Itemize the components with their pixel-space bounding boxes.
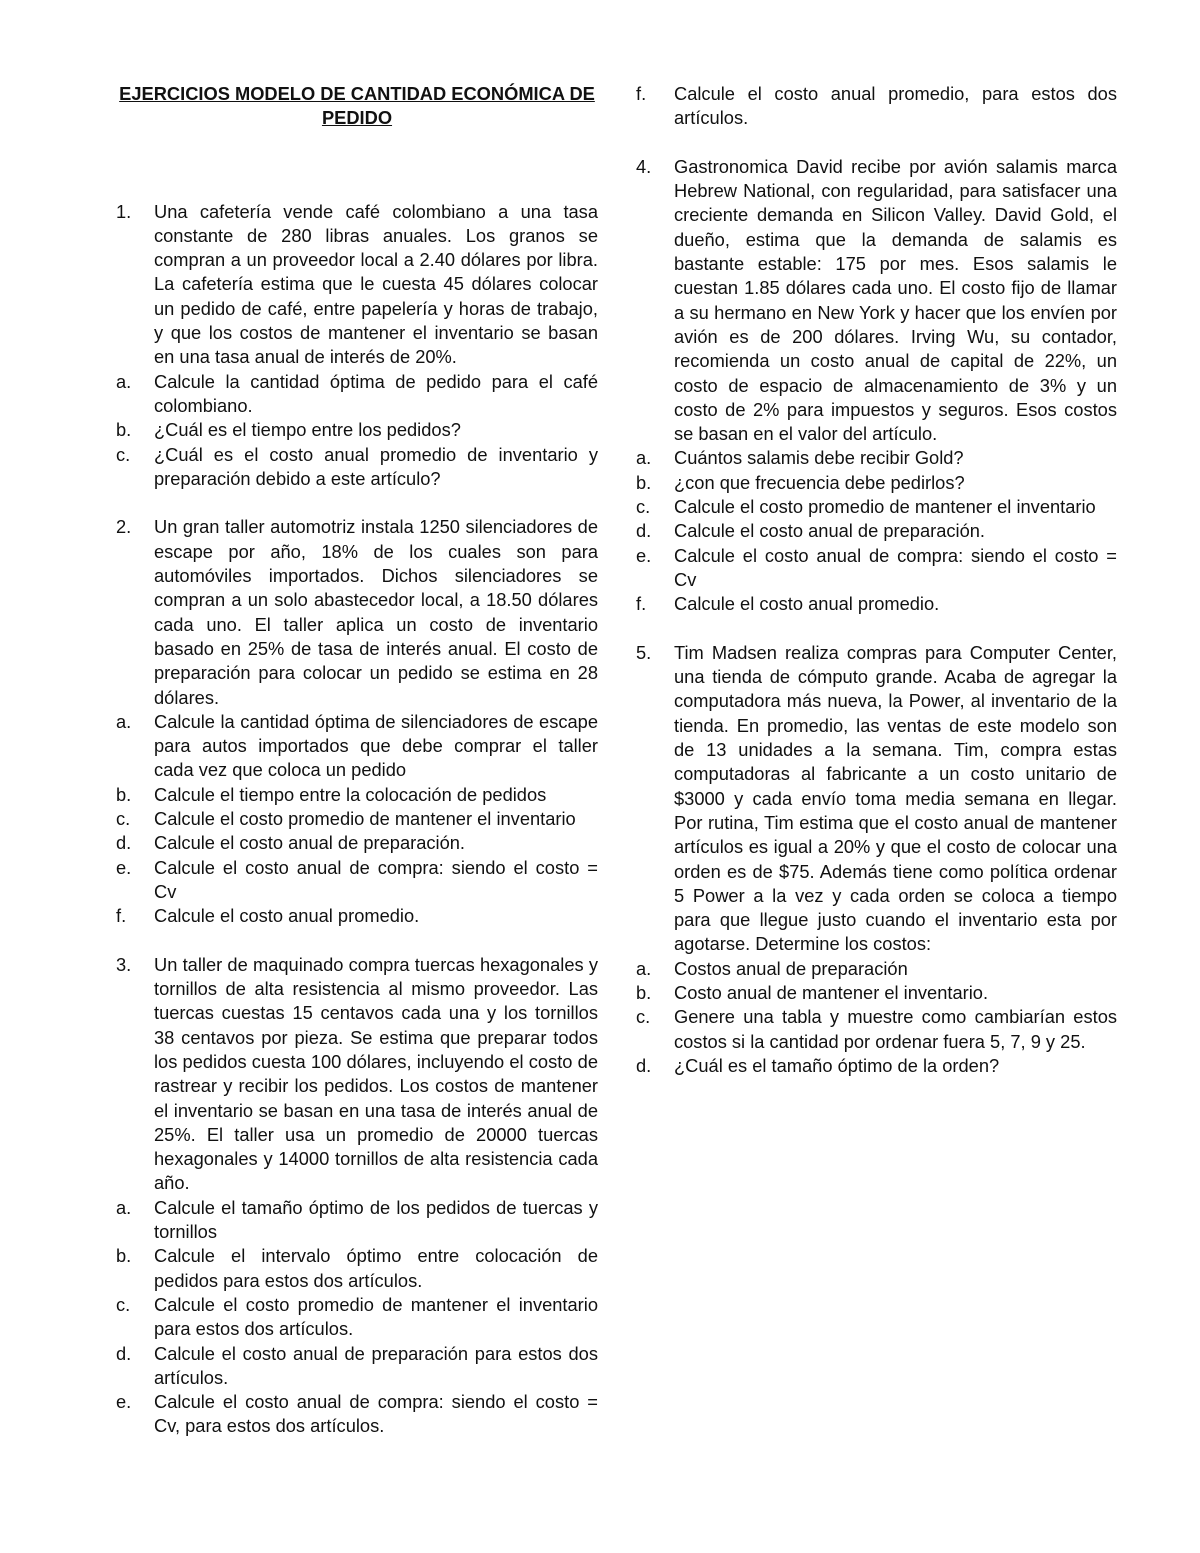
list-item-text: ¿Cuál es el tiempo entre los pedidos?	[154, 419, 461, 441]
left-column	[116, 82, 598, 1439]
document-title: EJERCICIOS MODELO DE CANTIDAD ECONÓMICA DE PEDIDO	[119, 83, 595, 129]
list-item-text: Calcule el costo promedio de mantener el inventario para estos dos artículos.	[154, 1293, 598, 1340]
exercise-1	[116, 200, 598, 370]
list-item-text: Cuántos salamis debe recibir Gold?	[674, 447, 964, 469]
list-item-text: ¿Cuál es el tamaño óptimo de la orden?	[674, 1054, 1000, 1076]
exercise-4-f	[636, 592, 1117, 616]
list-marker: d.	[636, 1054, 652, 1076]
exercise-5-a	[636, 957, 1117, 981]
exercise-4-a	[636, 446, 1117, 470]
list-marker: f.	[636, 83, 647, 104]
list-item-text: Calcule el costo anual de compra: siendo el costo = Cv	[154, 856, 598, 902]
exercise-1-a	[116, 370, 598, 419]
exercise-3-a	[116, 1196, 598, 1245]
list-item-text: Calcule el costo anual de compra: siendo el costo = Cv	[674, 544, 1117, 590]
exercise-3-b	[116, 1244, 598, 1293]
exercise-2-c	[116, 807, 598, 831]
list-marker: b.	[636, 981, 652, 1003]
list-marker: b.	[636, 471, 652, 493]
list-marker: 5.	[636, 641, 652, 663]
exercise-2-d	[116, 831, 598, 855]
list-item-text: ¿Cuál es el costo anual promedio de inventario y preparación debido a este artículo?	[154, 443, 598, 489]
exercise-2-e	[116, 856, 598, 905]
list-item-text: Un gran taller automotriz instala 1250 silenciadores de escape por año, 18% de los cuales son para automóviles importados. Dichos silenciadores se compran a un solo abastecedor local, a 18.50 dólares cada uno. El taller aplica un costo de inventario basado en 25% de tasa de interés anual. El costo de preparación para colocar un pedido se estima en 28 dólares.	[154, 516, 598, 708]
list-item-text: Calcule el costo anual de preparación para estos dos artículos.	[154, 1342, 598, 1388]
list-marker: f.	[636, 593, 647, 615]
list-item-text: Calcule el costo anual de preparación.	[674, 520, 985, 542]
exercise-4-d	[636, 519, 1117, 543]
exercise-5-d	[636, 1054, 1117, 1078]
exercise-5-b	[636, 981, 1117, 1005]
list-item-text: Genere una tabla y muestre como cambiarían estos costos si la cantidad por ordenar fuera 5, 7, 9 y 25.	[674, 1006, 1117, 1052]
list-item-text: Calcule el costo anual promedio.	[154, 905, 420, 927]
list-item-text: Calcule el costo anual de preparación.	[154, 832, 465, 854]
list-marker: c.	[636, 496, 651, 518]
list-marker: a.	[116, 710, 132, 732]
right-column	[636, 82, 1117, 1078]
list-marker: a.	[636, 957, 652, 979]
exercise-2-a	[116, 710, 598, 783]
exercise-3-f	[636, 82, 1117, 131]
list-marker: e.	[116, 1391, 132, 1413]
list-marker: 2.	[116, 516, 132, 538]
list-marker: a.	[636, 447, 652, 469]
exercise-3-d	[116, 1342, 598, 1391]
exercise-4-b	[636, 471, 1117, 495]
list-item-text: ¿con que frecuencia debe pedirlos?	[674, 471, 965, 493]
exercise-1-b	[116, 418, 598, 442]
exercise-2	[116, 515, 598, 709]
list-item-text: Calcule la cantidad óptima de silenciadores de escape para autos importados que debe comprar el taller cada vez que coloca un pedido	[154, 710, 598, 781]
list-marker: c.	[116, 443, 131, 465]
spacer	[636, 617, 1117, 641]
list-marker: e.	[636, 544, 652, 566]
list-item-text: Calcule el costo promedio de mantener el inventario	[154, 808, 576, 830]
list-marker: d.	[116, 1342, 132, 1364]
list-item-text: Calcule el tiempo entre la colocación de pedidos	[154, 783, 547, 805]
exercise-3	[116, 953, 598, 1196]
list-marker: d.	[636, 520, 652, 542]
list-marker: e.	[116, 856, 132, 878]
list-item-text: Una cafetería vende café colombiano a una tasa constante de 280 libras anuales. Los granos se compran a un proveedor local a 2.40 dólares por libra. La cafetería estima que le cuesta 45 dólares colocar un pedido de café, entre papelería y horas de trabajo, y que los costos de mantener el inventario se basan en una tasa anual de interés de 20%.	[154, 200, 598, 368]
spacer	[116, 491, 598, 515]
list-marker: a.	[116, 370, 132, 392]
list-item-text: Costo anual de mantener el inventario.	[674, 981, 989, 1003]
list-marker: a.	[116, 1196, 132, 1218]
list-item-text: Un taller de maquinado compra tuercas hexagonales y tornillos de alta resistencia al mismo proveedor. Las tuercas cuestas 15 centavos cada una y los tornillos 38 centavos por pieza. Se estima que preparar todos los pedidos cuesta 100 dólares, incluyendo el costo de rastrear y recibir los pedidos. Los costos de mantener el inventario se basan en una tasa de interés anual de 25%. El taller usa un promedio de 20000 tuercas hexagonales y 14000 tornillos de alta resistencia cada año.	[154, 953, 598, 1194]
list-marker: c.	[116, 1293, 131, 1315]
list-marker: c.	[116, 808, 131, 830]
list-item-text: Calcule el intervalo óptimo entre colocación de pedidos para estos dos artículos.	[154, 1245, 598, 1291]
list-marker: 3.	[116, 953, 132, 975]
list-item-text: Calcule la cantidad óptima de pedido para el café colombiano.	[154, 370, 598, 416]
list-item-text: Calcule el costo promedio de mantener el inventario	[674, 496, 1096, 518]
exercise-3-c	[116, 1293, 598, 1342]
list-marker: b.	[116, 783, 132, 805]
list-marker: 1.	[116, 200, 132, 222]
exercise-4-e	[636, 544, 1117, 593]
list-marker: b.	[116, 1245, 132, 1267]
list-item-text: Calcule el costo anual promedio.	[674, 593, 940, 615]
list-item-text: Calcule el tamaño óptimo de los pedidos de tuercas y tornillos	[154, 1196, 598, 1243]
spacer	[116, 929, 598, 953]
list-marker: b.	[116, 419, 132, 441]
list-item-text: Tim Madsen realiza compras para Computer Center, una tienda de cómputo grande. Acaba de agregar la computadora más nueva, la Power, al inventario de la tienda. En promedio, las ventas de este modelo son de 13 unidades a la semana. Tim, compra estas computadoras al fabricante a un costo unitario de $3000 y cada envío toma media semana en llegar. Por rutina, Tim estima que el costo anual de mantener artículos es igual a 20% y que el costo de colocar una orden es de $75. Además tiene como política ordenar 5 Power a la vez y cada orden se coloca a tiempo para que llegue justo cuando el inventario esta por agotarse. Determine los costos:	[674, 641, 1117, 955]
exercise-3-e	[116, 1390, 598, 1439]
exercise-5-c	[636, 1005, 1117, 1054]
exercise-2-b	[116, 783, 598, 807]
exercise-4-c	[636, 495, 1117, 519]
list-marker: f.	[116, 905, 127, 927]
list-marker: c.	[636, 1006, 651, 1028]
list-item-text: Costos anual de preparación	[674, 957, 908, 979]
list-item-text: Gastronomica David recibe por avión salamis marca Hebrew National, con regularidad, para satisfacer una creciente demanda en Silicon Valley. David Gold, el dueño, estima que la demanda de salamis es bastante estable: 175 por mes. Esos salamis le cuestan 1.85 dólares cada uno. El costo fijo de llamar a su hermano en New York y hacer que los envíen por avión es de 200 dólares. Irving Wu, su contador, recomienda un costo anual de capital de 22%, un costo de espacio de almacenamiento de 3% y un costo de 2% para impuestos y seguros. Esos costos se basan en el valor del artículo.	[674, 155, 1117, 445]
list-marker: d.	[116, 832, 132, 854]
list-item-text: Calcule el costo anual de compra: siendo el costo = Cv, para estos dos artículos.	[154, 1391, 598, 1437]
exercise-5	[636, 641, 1117, 957]
list-item-text: Calcule el costo anual promedio, para estos dos artículos.	[674, 83, 1117, 129]
exercise-1-c	[116, 443, 598, 492]
exercise-2-f	[116, 904, 598, 928]
list-marker: 4.	[636, 155, 652, 177]
spacer	[636, 131, 1117, 155]
exercise-4	[636, 155, 1117, 447]
